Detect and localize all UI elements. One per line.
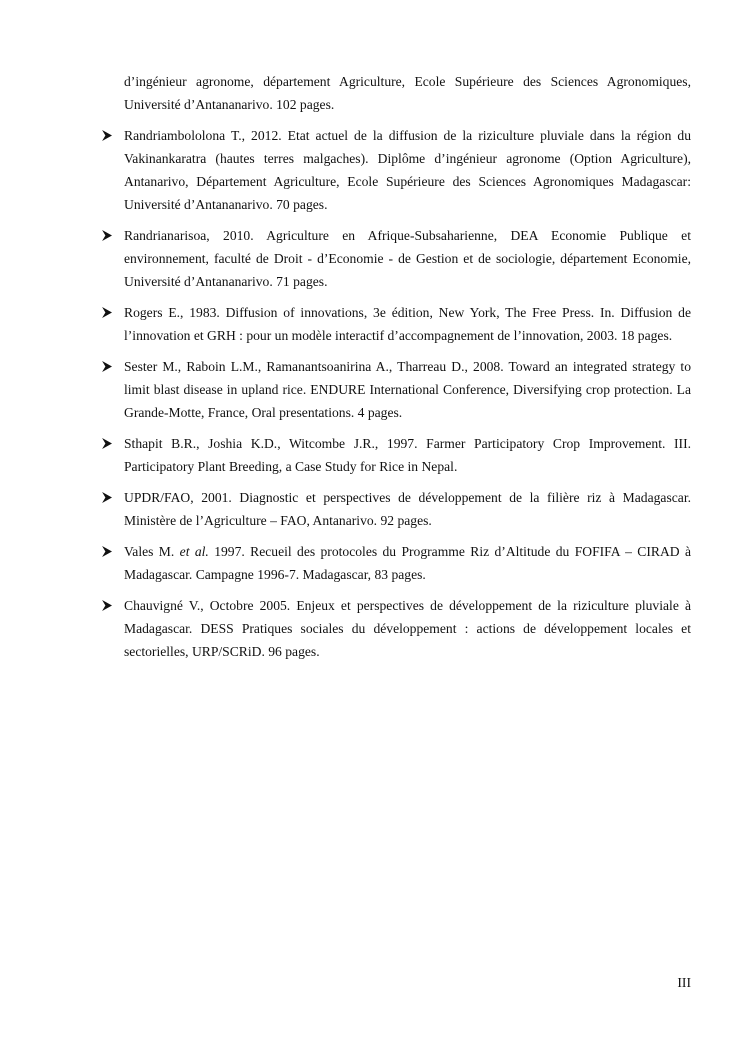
reference-emphasis: et al. [179, 544, 209, 559]
reference-item [124, 594, 691, 663]
arrow-bullet-icon [101, 546, 112, 557]
reference-text: Sester M., Raboin L.M., Ramanantsoanirina A., Tharreau D., 2008. Toward an integrated strategy to limit blast disease in upland rice. ENDURE International Conference, Diversifying crop protection. La Grande-Motte, France, Oral presentations. 4 pages. [124, 359, 691, 420]
reference-text-after: 1997. Recueil des protocoles du Programme Riz d’Altitude du FOFIFA – CIRAD à Madagascar. Campagne 1996-7. Madagascar, 83 pages. [124, 544, 691, 582]
arrow-bullet-icon [101, 600, 112, 611]
reference-text: Rogers E., 1983. Diffusion of innovations, 3e édition, New York, The Free Press. In. Diffusion de l’innovation et GRH : pour un modèle interactif d’accompagnement de l’innovation, 2003. 18 pages. [124, 305, 691, 343]
reference-text: Chauvigné V., Octobre 2005. Enjeux et perspectives de développement de la riziculture pluviale à Madagascar. DESS Pratiques sociales du développement : actions de développement locales et sectorielles, URP/SCRiD. 96 pages. [124, 598, 691, 659]
reference-text: Vales M. [124, 544, 180, 559]
reference-text: Randrianarisoa, 2010. Agriculture en Afrique-Subsaharienne, DEA Economie Publique et environnement, faculté de Droit - d’Economie - de Gestion et de sociologie, département Economie, Université d’Antananarivo. 71 pages. [124, 228, 691, 289]
arrow-bullet-icon [101, 307, 112, 318]
arrow-bullet-icon [101, 492, 112, 503]
reference-item [124, 432, 691, 478]
reference-item [124, 301, 691, 347]
reference-item [124, 486, 691, 532]
arrow-bullet-icon [101, 230, 112, 241]
reference-item [124, 540, 691, 586]
reference-text: Randriambololona T., 2012. Etat actuel de la diffusion de la riziculture pluviale dans la région du Vakinankaratra (hautes terres malgaches). Diplôme d’ingénieur agronome (Option Agriculture), Antanarivo, Département Agriculture, Ecole Supérieure des Sciences Agronomiques Madagascar: Université d’Antananarivo. 70 pages. [124, 128, 691, 212]
reference-text: UPDR/FAO, 2001. Diagnostic et perspectives de développement de la filière riz à Madagascar. Ministère de l’Agriculture – FAO, Antanarivo. 92 pages. [124, 490, 691, 528]
page-number: III [677, 975, 691, 990]
reference-continuation: d’ingénieur agronome, département Agriculture, Ecole Supérieure des Sciences Agronomiques, Université d’Antananarivo. 102 pages. [124, 74, 691, 112]
reference-item [124, 124, 691, 216]
reference-item [124, 224, 691, 293]
arrow-bullet-icon [101, 438, 112, 449]
arrow-bullet-icon [101, 130, 112, 141]
reference-list [124, 70, 691, 671]
reference-item [124, 355, 691, 424]
arrow-bullet-icon [101, 361, 112, 372]
reference-text: Sthapit B.R., Joshia K.D., Witcombe J.R., 1997. Farmer Participatory Crop Improvement. III. Participatory Plant Breeding, a Case Study for Rice in Nepal. [124, 436, 691, 474]
